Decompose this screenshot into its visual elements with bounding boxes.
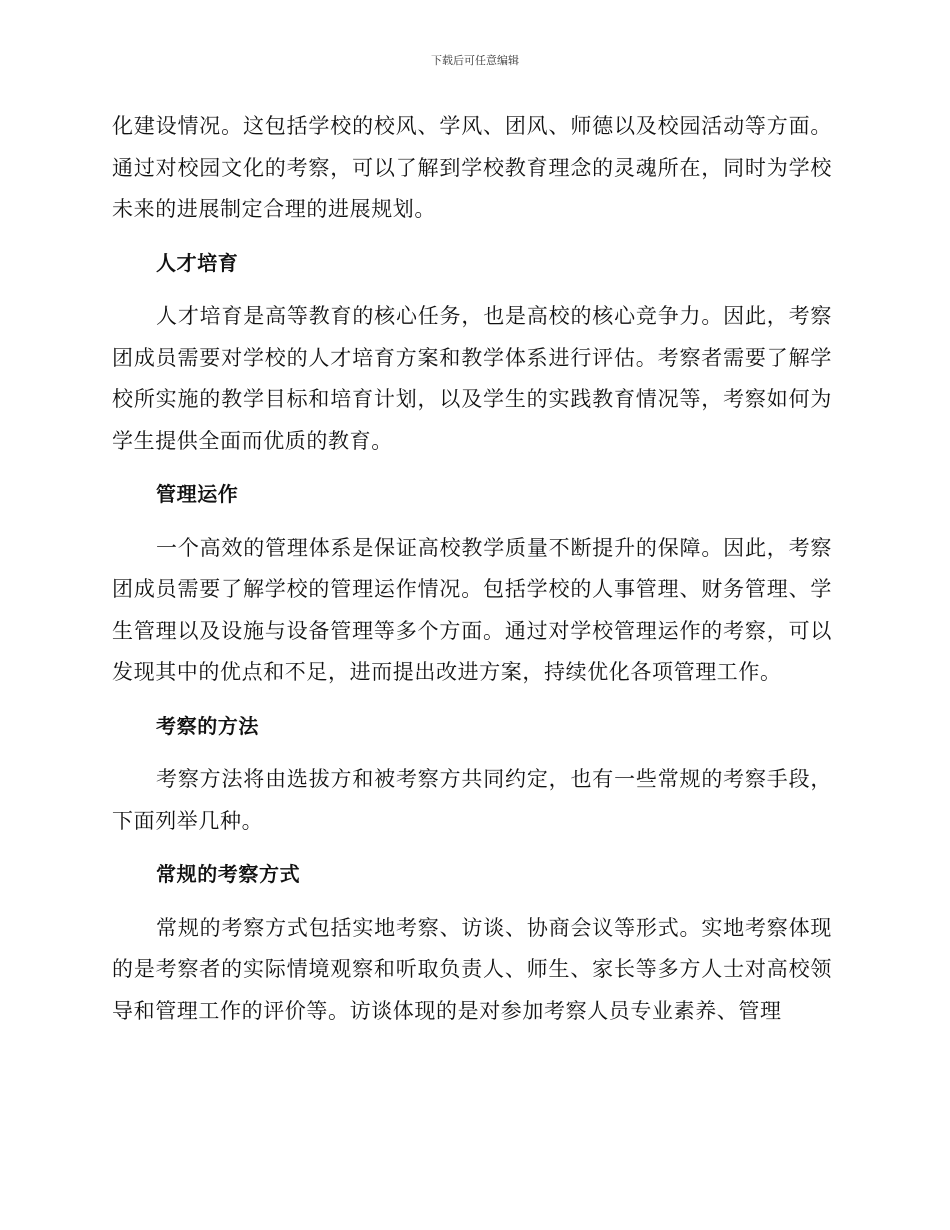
body-paragraph: 常规的考察方式包括实地考察、访谈、协商会议等形式。实地考察体现的是考察者的实际情境观察和听取负责人、师生、家长等多方人士对高校领导和管理工作的评价等。访谈体现的是对参加考察人员专业素养、管理 xyxy=(112,915,832,1023)
body-paragraph: 一个高效的管理体系是保证高校教学质量不断提升的保障。因此，考察团成员需要了解学校的管理运作情况。包括学校的人事管理、财务管理、学生管理以及设施与设备管理等多个方面。通过对学校管理运作的考察，可以发现其中的优点和不足，进而提出改进方案，持续优化各项管理工作。 xyxy=(112,535,832,684)
body-paragraph: 化建设情况。这包括学校的校风、学风、团风、师德以及校园活动等方面。通过对校园文化的考察，可以了解到学校教育理念的灵魂所在，同时为学校未来的进展制定合理的进展规划。 xyxy=(112,114,832,221)
body-paragraph: 考察方法将由选拔方和被考察方共同约定，也有一些常规的考察手段，下面列举几种。 xyxy=(112,767,832,833)
section-heading: 管理运作 xyxy=(156,482,239,506)
section-heading: 考察的方法 xyxy=(156,713,259,738)
page-header: 下载后可任意编辑 xyxy=(431,54,519,67)
section-heading: 人才培育 xyxy=(156,250,239,275)
body-paragraph: 人才培育是高等教育的核心任务，也是高校的核心竞争力。因此，考察团成员需要对学校的人才培育方案和教学体系进行评估。考察者需要了解学校所实施的教学目标和培育计划，以及学生的实践教育情况等，考察如何为学生提供全面而优质的教育。 xyxy=(112,304,832,453)
document-body xyxy=(112,106,832,1032)
section-heading: 常规的考察方式 xyxy=(156,862,301,886)
